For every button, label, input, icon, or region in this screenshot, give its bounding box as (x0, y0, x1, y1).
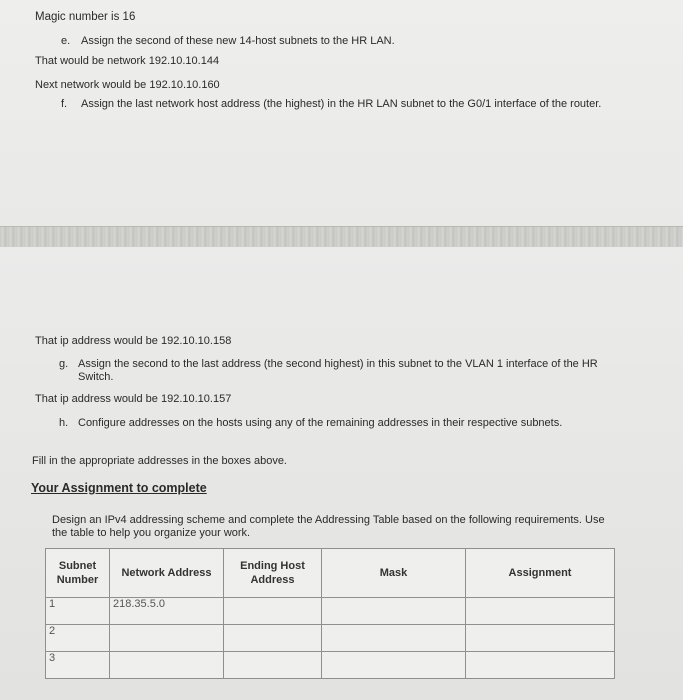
cell-ending-host[interactable] (224, 598, 322, 625)
cell-subnet-number: 1 (46, 598, 110, 625)
item-g-letter: g. (59, 358, 69, 370)
header-network-address: Network Address (110, 549, 224, 598)
item-f-text: Assign the last network host address (the highest) in the HR LAN subnet to the G0/1 interface of the router. (81, 98, 602, 110)
cell-assignment[interactable] (466, 598, 615, 625)
ip-address-line-2: That ip address would be 192.10.10.157 (35, 393, 232, 405)
cell-subnet-number: 3 (46, 652, 110, 679)
assignment-heading: Your Assignment to complete (31, 481, 207, 495)
table-row (46, 652, 615, 679)
header-assignment: Assignment (466, 549, 615, 598)
cell-assignment[interactable] (466, 625, 615, 652)
header-mask: Mask (322, 549, 466, 598)
magic-number-line: Magic number is 16 (35, 11, 136, 23)
fill-in-instruction: Fill in the appropriate addresses in the boxes above. (32, 455, 287, 467)
header-ending-host-address: Ending Host Address (224, 549, 322, 598)
item-f-letter: f. (61, 98, 68, 110)
design-instructions: Design an IPv4 addressing scheme and complete the Addressing Table based on the following requirements. Use the table to help you organize your work. (52, 514, 605, 539)
cell-assignment[interactable] (466, 652, 615, 679)
document-page-top (0, 0, 683, 226)
network-line: That would be network 192.10.10.144 (35, 55, 220, 67)
cell-mask[interactable] (322, 625, 466, 652)
item-e-letter: e. (61, 35, 71, 47)
cell-network-address[interactable] (110, 652, 224, 679)
next-network-line: Next network would be 192.10.10.160 (35, 79, 220, 91)
cell-mask[interactable] (322, 652, 466, 679)
cell-ending-host[interactable] (224, 625, 322, 652)
table-row (46, 598, 615, 625)
table-header-row (46, 549, 615, 598)
item-e-text: Assign the second of these new 14-host subnets to the HR LAN. (81, 35, 395, 47)
table-row (46, 625, 615, 652)
item-g-text: Assign the second to the last address (the second highest) in this subnet to the VLAN 1 interface of the HR Switch. (78, 358, 598, 383)
addressing-table (45, 548, 615, 679)
header-subnet-number: Subnet Number (46, 549, 110, 598)
page-divider-band (0, 226, 683, 248)
cell-network-address[interactable]: 218.35.5.0 (110, 598, 224, 625)
ip-address-line-1: That ip address would be 192.10.10.158 (35, 335, 232, 347)
cell-subnet-number: 2 (46, 625, 110, 652)
item-h-letter: h. (59, 417, 69, 429)
item-h-text: Configure addresses on the hosts using any of the remaining addresses in their respective subnets. (78, 417, 563, 429)
cell-network-address[interactable] (110, 625, 224, 652)
cell-mask[interactable] (322, 598, 466, 625)
cell-ending-host[interactable] (224, 652, 322, 679)
